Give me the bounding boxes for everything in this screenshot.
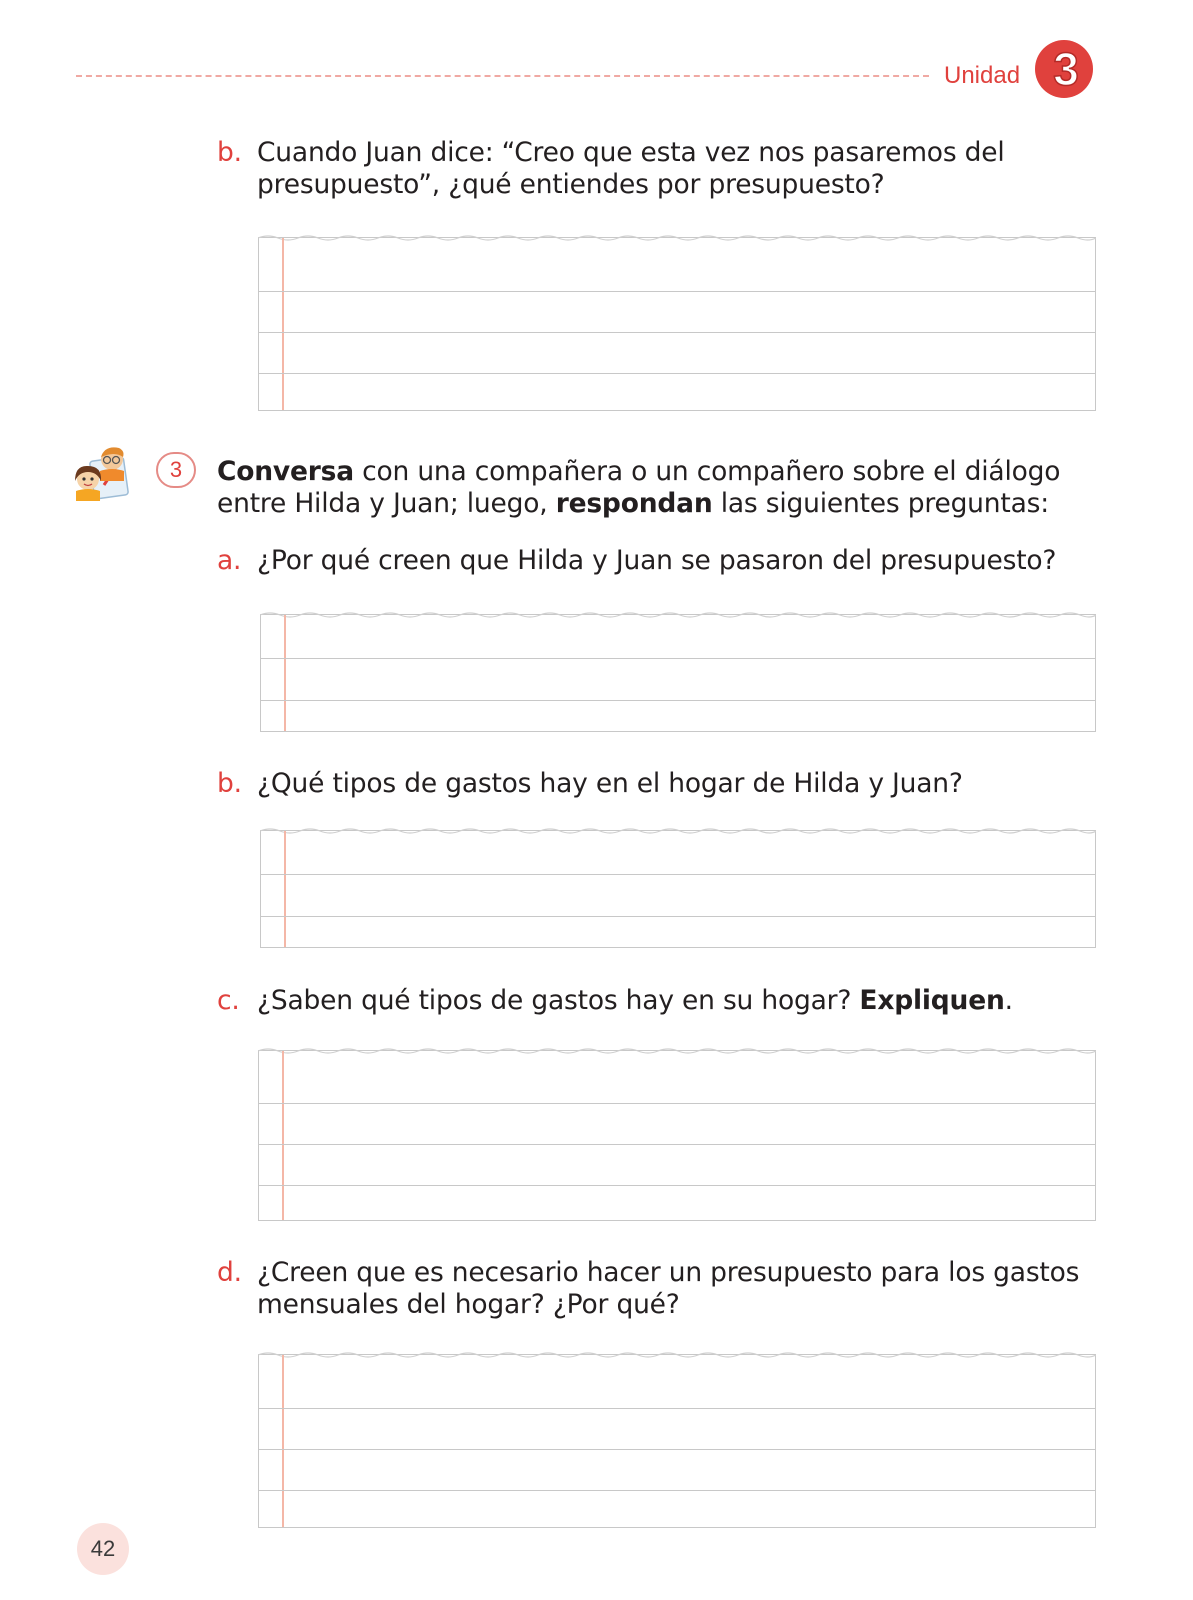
- unit-label: Unidad: [944, 62, 1021, 89]
- rule-line: [261, 874, 1095, 875]
- torn-edge: [260, 609, 1096, 619]
- question-text-bold: Expliquen: [859, 985, 1005, 1016]
- answer-lines-d[interactable]: [258, 1354, 1096, 1528]
- rule-line: [259, 291, 1095, 292]
- question-b-presupuesto: [217, 137, 1097, 201]
- question-text: ¿Por qué creen que Hilda y Juan se pasaron del presupuesto?: [257, 545, 1057, 576]
- question-b-gastos: [217, 768, 1097, 800]
- margin-line: [282, 1051, 284, 1220]
- rule-line: [259, 1490, 1095, 1491]
- question-text-end: .: [1004, 985, 1013, 1016]
- question-letter: b.: [217, 137, 242, 168]
- unit-number: 3: [1053, 43, 1079, 95]
- question-text: ¿Qué tipos de gastos hay en el hogar de Hilda y Juan?: [257, 768, 963, 799]
- answer-lines-c[interactable]: [258, 1050, 1096, 1221]
- activity-instruction: [217, 456, 1060, 520]
- rule-line: [259, 1144, 1095, 1145]
- question-letter: a.: [217, 545, 242, 576]
- question-d: [217, 1257, 1097, 1321]
- question-text-line1: ¿Creen que es necesario hacer un presupuesto para los gastos: [257, 1257, 1080, 1288]
- margin-line: [284, 831, 286, 947]
- rule-line: [261, 700, 1095, 701]
- rule-line: [259, 373, 1095, 374]
- question-letter: b.: [217, 768, 242, 799]
- margin-line: [282, 238, 284, 410]
- instruction-bold-respondan: respondan: [555, 488, 713, 519]
- instruction-bold-conversa: Conversa: [217, 456, 354, 487]
- rule-line: [261, 916, 1095, 917]
- margin-line: [284, 615, 286, 731]
- rule-line: [259, 1185, 1095, 1186]
- header-dashed-line: [76, 75, 929, 77]
- question-letter: d.: [217, 1257, 242, 1288]
- question-text-start: ¿Saben qué tipos de gastos hay en su hogar?: [257, 985, 860, 1016]
- torn-edge: [258, 232, 1096, 242]
- unit-number-badge: [1033, 38, 1095, 100]
- rule-line: [261, 658, 1095, 659]
- page-number: 42: [77, 1523, 129, 1575]
- activity-number-badge: 3: [156, 452, 196, 488]
- answer-lines-a[interactable]: [260, 614, 1096, 732]
- margin-line: [282, 1355, 284, 1527]
- rule-line: [259, 1103, 1095, 1104]
- question-text: [257, 985, 1013, 1017]
- torn-edge: [258, 1045, 1096, 1055]
- question-text-line2: presupuesto”, ¿qué entiendes por presupuesto?: [257, 169, 885, 200]
- rule-line: [259, 332, 1095, 333]
- instruction-line1: [217, 456, 1060, 488]
- torn-edge: [260, 825, 1096, 835]
- answer-lines-b-gastos[interactable]: [260, 830, 1096, 948]
- question-text-line1: Cuando Juan dice: “Creo que esta vez nos pasaremos del: [257, 137, 1005, 168]
- question-letter: c.: [217, 985, 240, 1016]
- question-a: [217, 545, 1097, 577]
- rule-line: [259, 1449, 1095, 1450]
- instruction-text: con una compañera o un compañero sobre el diálogo: [353, 456, 1061, 487]
- answer-lines-b-presupuesto[interactable]: [258, 237, 1096, 411]
- instruction-line2: [217, 488, 1060, 520]
- rule-line: [259, 1408, 1095, 1409]
- instruction-text: las siguientes preguntas:: [712, 488, 1049, 519]
- torn-edge: [258, 1349, 1096, 1359]
- question-text-line2: mensuales del hogar? ¿Por qué?: [257, 1289, 680, 1320]
- instruction-text: entre Hilda y Juan; luego,: [217, 488, 556, 519]
- pair-work-icon: [70, 445, 134, 503]
- question-c: [217, 985, 1097, 1017]
